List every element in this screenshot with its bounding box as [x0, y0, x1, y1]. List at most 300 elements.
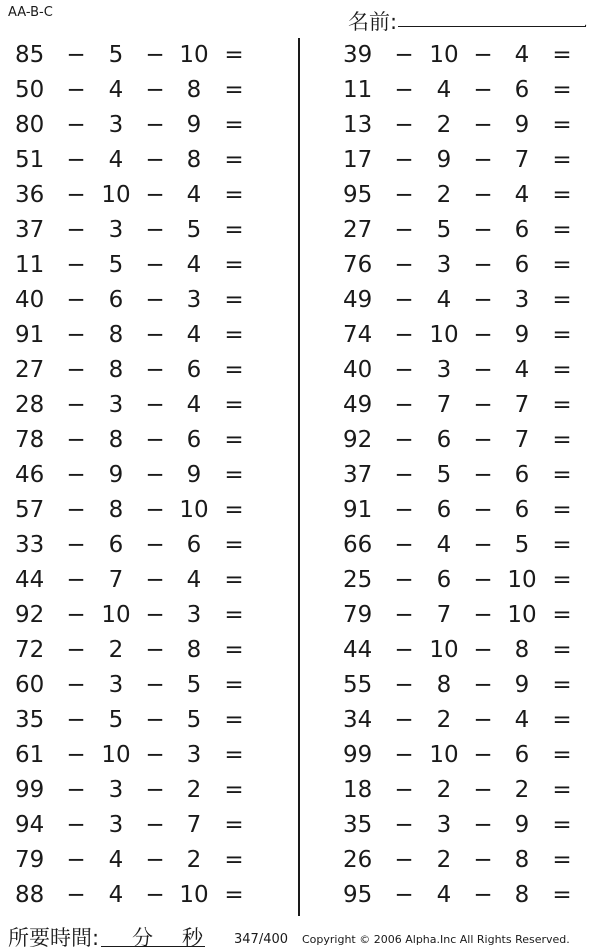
- equals-sign: =: [224, 357, 244, 383]
- minus-sign: −: [145, 392, 165, 418]
- subtrahend-2: 7: [186, 812, 202, 838]
- equals-sign: =: [552, 602, 572, 628]
- subtrahend-1: 2: [436, 847, 452, 873]
- problem-row: [0, 248, 270, 283]
- minus-sign: −: [145, 672, 165, 698]
- worksheet-code: AA-B-C: [8, 5, 53, 20]
- subtrahend-2: 3: [186, 742, 202, 768]
- problem-row: [328, 178, 598, 213]
- subtrahend-1: 2: [436, 182, 452, 208]
- minuend: 27: [343, 217, 373, 243]
- minus-sign: −: [145, 322, 165, 348]
- minus-sign: −: [145, 637, 165, 663]
- column-divider: [298, 38, 300, 916]
- minus-sign: −: [145, 77, 165, 103]
- minus-sign: −: [394, 847, 414, 873]
- equals-sign: =: [552, 707, 572, 733]
- problem-row: [0, 703, 270, 738]
- minuend: 95: [343, 182, 373, 208]
- subtrahend-1: 5: [108, 42, 124, 68]
- subtrahend-2: 9: [186, 112, 202, 138]
- problem-row: [328, 423, 598, 458]
- problem-row: [328, 108, 598, 143]
- subtrahend-1: 9: [108, 462, 124, 488]
- problem-row: [328, 458, 598, 493]
- subtrahend-2: 8: [186, 147, 202, 173]
- minuend: 92: [343, 427, 373, 453]
- minuend: 11: [15, 252, 45, 278]
- name-label: 名前:: [348, 10, 398, 34]
- minus-sign: −: [66, 497, 86, 523]
- subtrahend-2: 5: [186, 217, 202, 243]
- subtrahend-1: 5: [108, 707, 124, 733]
- subtrahend-1: 3: [108, 672, 124, 698]
- minus-sign: −: [394, 882, 414, 908]
- minus-sign: −: [394, 392, 414, 418]
- subtrahend-1: 7: [436, 392, 452, 418]
- equals-sign: =: [552, 637, 572, 663]
- subtrahend-2: 6: [514, 462, 530, 488]
- subtrahend-2: 10: [179, 497, 209, 523]
- subtrahend-2: 2: [186, 777, 202, 803]
- minus-sign: −: [394, 147, 414, 173]
- subtrahend-2: 4: [514, 182, 530, 208]
- equals-sign: =: [552, 742, 572, 768]
- subtrahend-1: 8: [108, 322, 124, 348]
- minus-sign: −: [394, 777, 414, 803]
- minus-sign: −: [394, 707, 414, 733]
- subtrahend-1: 6: [436, 427, 452, 453]
- minus-sign: −: [473, 742, 493, 768]
- minus-sign: −: [145, 112, 165, 138]
- equals-sign: =: [552, 567, 572, 593]
- minus-sign: −: [394, 462, 414, 488]
- subtrahend-2: 6: [514, 77, 530, 103]
- minus-sign: −: [473, 812, 493, 838]
- seconds-unit: 秒: [182, 926, 203, 950]
- minuend: 60: [15, 672, 45, 698]
- minus-sign: −: [473, 462, 493, 488]
- minus-sign: −: [66, 532, 86, 558]
- subtrahend-1: 2: [108, 637, 124, 663]
- minus-sign: −: [145, 497, 165, 523]
- minus-sign: −: [394, 287, 414, 313]
- minus-sign: −: [473, 252, 493, 278]
- minus-sign: −: [145, 812, 165, 838]
- minus-sign: −: [473, 882, 493, 908]
- subtrahend-1: 3: [436, 812, 452, 838]
- equals-sign: =: [224, 497, 244, 523]
- equals-sign: =: [224, 672, 244, 698]
- minuend: 49: [343, 287, 373, 313]
- problem-row: [0, 143, 270, 178]
- subtrahend-2: 4: [186, 392, 202, 418]
- subtrahend-1: 5: [436, 217, 452, 243]
- minus-sign: −: [394, 77, 414, 103]
- subtrahend-1: 8: [108, 497, 124, 523]
- equals-sign: =: [552, 42, 572, 68]
- subtrahend-1: 3: [436, 252, 452, 278]
- subtrahend-1: 7: [436, 602, 452, 628]
- subtrahend-1: 4: [108, 882, 124, 908]
- minuend: 55: [343, 672, 373, 698]
- minus-sign: −: [394, 672, 414, 698]
- equals-sign: =: [224, 322, 244, 348]
- equals-sign: =: [552, 147, 572, 173]
- subtrahend-1: 6: [436, 497, 452, 523]
- minus-sign: −: [145, 182, 165, 208]
- problem-row: [0, 563, 270, 598]
- subtrahend-2: 4: [514, 357, 530, 383]
- equals-sign: =: [224, 637, 244, 663]
- minus-sign: −: [66, 182, 86, 208]
- minuend: 46: [15, 462, 45, 488]
- problem-row: [328, 73, 598, 108]
- minus-sign: −: [394, 567, 414, 593]
- subtrahend-1: 3: [108, 777, 124, 803]
- subtrahend-2: 5: [186, 707, 202, 733]
- subtrahend-1: 4: [108, 147, 124, 173]
- equals-sign: =: [224, 392, 244, 418]
- minus-sign: −: [145, 602, 165, 628]
- minus-sign: −: [394, 322, 414, 348]
- minuend: 99: [343, 742, 373, 768]
- minuend: 85: [15, 42, 45, 68]
- minus-sign: −: [473, 357, 493, 383]
- minus-sign: −: [66, 112, 86, 138]
- equals-sign: =: [552, 77, 572, 103]
- problem-row: [0, 108, 270, 143]
- problem-row: [328, 633, 598, 668]
- equals-sign: =: [552, 112, 572, 138]
- minus-sign: −: [66, 147, 86, 173]
- minus-sign: −: [473, 672, 493, 698]
- minuend: 13: [343, 112, 373, 138]
- minus-sign: −: [66, 287, 86, 313]
- minus-sign: −: [145, 147, 165, 173]
- minus-sign: −: [145, 427, 165, 453]
- equals-sign: =: [552, 392, 572, 418]
- problem-row: [328, 773, 598, 808]
- minuend: 57: [15, 497, 45, 523]
- minus-sign: −: [145, 847, 165, 873]
- subtrahend-1: 3: [108, 112, 124, 138]
- subtrahend-1: 10: [429, 637, 459, 663]
- subtrahend-1: 10: [429, 742, 459, 768]
- subtrahend-1: 8: [108, 357, 124, 383]
- subtrahend-1: 10: [429, 42, 459, 68]
- subtrahend-2: 4: [186, 182, 202, 208]
- minus-sign: −: [145, 462, 165, 488]
- problem-row: [328, 738, 598, 773]
- minuend: 92: [15, 602, 45, 628]
- subtrahend-1: 4: [436, 287, 452, 313]
- subtrahend-2: 9: [514, 322, 530, 348]
- problem-row: [0, 353, 270, 388]
- subtrahend-1: 4: [436, 532, 452, 558]
- subtrahend-2: 10: [507, 602, 537, 628]
- problem-row: [328, 668, 598, 703]
- problem-row: [328, 878, 598, 913]
- minus-sign: −: [473, 497, 493, 523]
- minus-sign: −: [394, 357, 414, 383]
- minus-sign: −: [394, 42, 414, 68]
- subtrahend-1: 3: [108, 392, 124, 418]
- problem-row: [328, 493, 598, 528]
- subtrahend-2: 8: [186, 77, 202, 103]
- minuend: 25: [343, 567, 373, 593]
- subtrahend-2: 8: [186, 637, 202, 663]
- subtrahend-1: 8: [436, 672, 452, 698]
- problem-row: [0, 738, 270, 773]
- minuend: 80: [15, 112, 45, 138]
- problem-row: [0, 773, 270, 808]
- minuend: 91: [15, 322, 45, 348]
- problem-row: [328, 598, 598, 633]
- minuend: 79: [15, 847, 45, 873]
- subtrahend-1: 5: [108, 252, 124, 278]
- minus-sign: −: [66, 42, 86, 68]
- subtrahend-2: 3: [186, 602, 202, 628]
- subtrahend-2: 6: [186, 357, 202, 383]
- equals-sign: =: [224, 77, 244, 103]
- equals-sign: =: [552, 252, 572, 278]
- subtrahend-2: 10: [179, 42, 209, 68]
- problem-row: [0, 423, 270, 458]
- subtrahend-2: 8: [514, 637, 530, 663]
- equals-sign: =: [224, 777, 244, 803]
- subtrahend-2: 5: [514, 532, 530, 558]
- subtrahend-2: 4: [514, 42, 530, 68]
- equals-sign: =: [224, 462, 244, 488]
- equals-sign: =: [552, 357, 572, 383]
- subtrahend-2: 5: [186, 672, 202, 698]
- minus-sign: −: [394, 182, 414, 208]
- problem-row: [0, 38, 270, 73]
- equals-sign: =: [224, 42, 244, 68]
- minus-sign: −: [66, 777, 86, 803]
- minus-sign: −: [473, 147, 493, 173]
- equals-sign: =: [224, 252, 244, 278]
- equals-sign: =: [224, 217, 244, 243]
- minus-sign: −: [66, 357, 86, 383]
- minus-sign: −: [66, 882, 86, 908]
- minus-sign: −: [473, 847, 493, 873]
- equals-sign: =: [552, 462, 572, 488]
- minus-sign: −: [66, 217, 86, 243]
- minuend: 50: [15, 77, 45, 103]
- subtrahend-2: 7: [514, 147, 530, 173]
- subtrahend-2: 10: [507, 567, 537, 593]
- copyright: Copyright © 2006 Alpha.Inc All Rights Reserved.: [302, 933, 570, 946]
- equals-sign: =: [552, 322, 572, 348]
- minuend: 44: [15, 567, 45, 593]
- subtrahend-1: 10: [101, 602, 131, 628]
- problem-row: [328, 703, 598, 738]
- minus-sign: −: [66, 847, 86, 873]
- minus-sign: −: [145, 882, 165, 908]
- problem-row: [0, 458, 270, 493]
- minus-sign: −: [473, 392, 493, 418]
- problem-row: [328, 388, 598, 423]
- minus-sign: −: [473, 217, 493, 243]
- subtrahend-2: 6: [514, 217, 530, 243]
- minus-sign: −: [145, 567, 165, 593]
- name-line-end: .: [584, 18, 588, 29]
- subtrahend-1: 3: [108, 812, 124, 838]
- subtrahend-1: 6: [108, 532, 124, 558]
- problem-row: [328, 563, 598, 598]
- problems-left-column: [0, 38, 270, 913]
- minus-sign: −: [473, 637, 493, 663]
- subtrahend-2: 4: [186, 567, 202, 593]
- problem-row: [0, 843, 270, 878]
- equals-sign: =: [224, 882, 244, 908]
- minuend: 40: [343, 357, 373, 383]
- minus-sign: −: [145, 777, 165, 803]
- problem-row: [328, 808, 598, 843]
- problem-row: [328, 38, 598, 73]
- equals-sign: =: [224, 427, 244, 453]
- subtrahend-1: 4: [436, 882, 452, 908]
- minuend: 37: [343, 462, 373, 488]
- minuend: 49: [343, 392, 373, 418]
- minuend: 44: [343, 637, 373, 663]
- equals-sign: =: [552, 427, 572, 453]
- page-number: 347/400: [234, 932, 289, 947]
- subtrahend-2: 6: [514, 497, 530, 523]
- minus-sign: −: [394, 532, 414, 558]
- minus-sign: −: [394, 812, 414, 838]
- subtrahend-2: 10: [179, 882, 209, 908]
- minus-sign: −: [394, 252, 414, 278]
- minus-sign: −: [145, 357, 165, 383]
- problem-row: [0, 668, 270, 703]
- minus-sign: −: [394, 112, 414, 138]
- minuend: 51: [15, 147, 45, 173]
- problem-row: [0, 73, 270, 108]
- equals-sign: =: [224, 812, 244, 838]
- minus-sign: −: [66, 462, 86, 488]
- subtrahend-1: 3: [436, 357, 452, 383]
- problem-row: [0, 528, 270, 563]
- subtrahend-2: 6: [514, 252, 530, 278]
- minuend: 66: [343, 532, 373, 558]
- subtrahend-2: 2: [186, 847, 202, 873]
- equals-sign: =: [552, 882, 572, 908]
- minuend: 35: [15, 707, 45, 733]
- subtrahend-2: 4: [186, 322, 202, 348]
- minus-sign: −: [66, 77, 86, 103]
- minuend: 35: [343, 812, 373, 838]
- subtrahend-2: 2: [514, 777, 530, 803]
- equals-sign: =: [224, 147, 244, 173]
- minus-sign: −: [145, 252, 165, 278]
- minuend: 26: [343, 847, 373, 873]
- subtrahend-2: 9: [514, 672, 530, 698]
- minus-sign: −: [66, 812, 86, 838]
- equals-sign: =: [224, 532, 244, 558]
- minus-sign: −: [66, 637, 86, 663]
- minus-sign: −: [473, 777, 493, 803]
- equals-sign: =: [224, 567, 244, 593]
- minus-sign: −: [66, 427, 86, 453]
- minuend: 40: [15, 287, 45, 313]
- minus-sign: −: [473, 112, 493, 138]
- subtrahend-2: 4: [186, 252, 202, 278]
- equals-sign: =: [552, 532, 572, 558]
- minus-sign: −: [145, 742, 165, 768]
- minuend: 39: [343, 42, 373, 68]
- minus-sign: −: [473, 77, 493, 103]
- minus-sign: −: [394, 427, 414, 453]
- name-input-line[interactable]: [398, 26, 586, 27]
- minus-sign: −: [394, 637, 414, 663]
- time-label: 所要時間:: [8, 926, 100, 950]
- subtrahend-2: 4: [514, 707, 530, 733]
- subtrahend-1: 10: [101, 742, 131, 768]
- subtrahend-2: 9: [186, 462, 202, 488]
- minuend: 27: [15, 357, 45, 383]
- equals-sign: =: [552, 672, 572, 698]
- minus-sign: −: [473, 427, 493, 453]
- minuend: 99: [15, 777, 45, 803]
- minus-sign: −: [473, 182, 493, 208]
- equals-sign: =: [224, 742, 244, 768]
- problem-row: [328, 353, 598, 388]
- subtrahend-1: 10: [101, 182, 131, 208]
- equals-sign: =: [224, 112, 244, 138]
- problem-row: [0, 318, 270, 353]
- minus-sign: −: [145, 287, 165, 313]
- minuend: 34: [343, 707, 373, 733]
- minuend: 33: [15, 532, 45, 558]
- minus-sign: −: [394, 497, 414, 523]
- problem-row: [0, 388, 270, 423]
- minus-sign: −: [473, 532, 493, 558]
- problem-row: [0, 633, 270, 668]
- problem-row: [328, 528, 598, 563]
- problem-row: [328, 143, 598, 178]
- problems-right-column: [328, 38, 598, 913]
- minus-sign: −: [394, 742, 414, 768]
- subtrahend-1: 10: [429, 322, 459, 348]
- minuend: 61: [15, 742, 45, 768]
- problem-row: [0, 283, 270, 318]
- problem-row: [0, 598, 270, 633]
- equals-sign: =: [552, 287, 572, 313]
- minuend: 37: [15, 217, 45, 243]
- subtrahend-2: 8: [514, 882, 530, 908]
- minuend: 78: [15, 427, 45, 453]
- minus-sign: −: [66, 742, 86, 768]
- minutes-unit: 分: [132, 926, 153, 950]
- minus-sign: −: [473, 567, 493, 593]
- subtrahend-2: 6: [186, 532, 202, 558]
- subtrahend-2: 8: [514, 847, 530, 873]
- subtrahend-2: 9: [514, 112, 530, 138]
- minus-sign: −: [473, 287, 493, 313]
- subtrahend-2: 6: [186, 427, 202, 453]
- subtrahend-1: 8: [108, 427, 124, 453]
- subtrahend-2: 7: [514, 392, 530, 418]
- problem-row: [328, 318, 598, 353]
- subtrahend-1: 2: [436, 777, 452, 803]
- equals-sign: =: [552, 497, 572, 523]
- problem-row: [328, 248, 598, 283]
- minuend: 17: [343, 147, 373, 173]
- subtrahend-2: 6: [514, 742, 530, 768]
